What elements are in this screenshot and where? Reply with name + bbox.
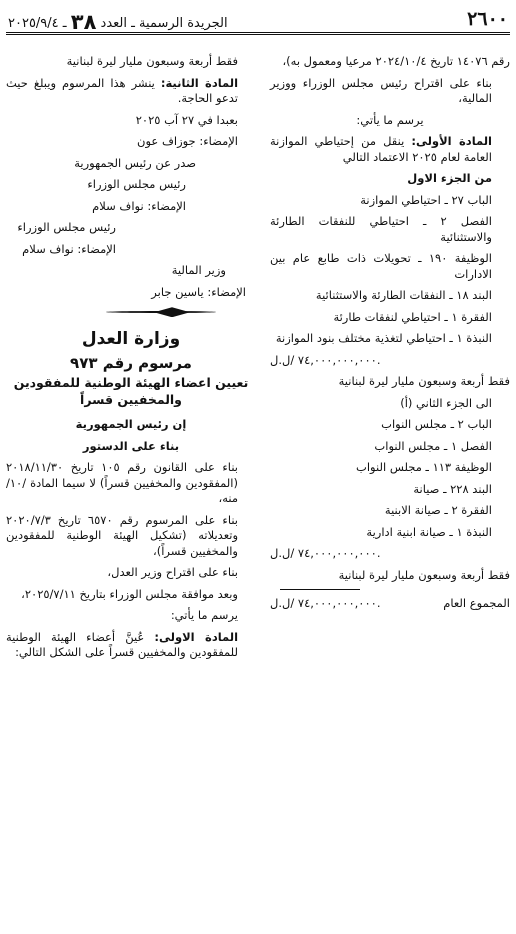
signature-line: رئيس مجلس الوزراء	[87, 177, 186, 192]
signature-line: وزير المالية	[171, 263, 226, 278]
left-column	[6, 54, 256, 667]
grand-total-row	[270, 596, 510, 612]
signature-line: الإمضاء: جوزاف عون	[137, 134, 238, 149]
place-date: بعبدا في ٢٧ آب ٢٠٢٥	[135, 112, 238, 127]
issue-number: ٣٨	[70, 10, 97, 34]
budget-line: الفصل ١ ـ مجلس النواب	[374, 438, 492, 453]
budget-line: الى الجزء الثاني (أ)	[400, 395, 492, 410]
budget-line: الفقرة ٢ ـ صيانة الابنية	[384, 503, 492, 518]
paragraph: رقم ١٤٠٧٦ تاريخ ٢٠٢٤/١٠/٤ مرعيا ومعمول به)،	[282, 54, 510, 68]
decree-formula: يرسم ما يأتي:	[356, 112, 424, 127]
article-two	[6, 76, 256, 107]
page-number: ٢٦٠٠	[467, 8, 508, 30]
budget-line: الوظيفة ١٩٠ ـ تحويلات ذات طابع عام بين الادارات	[270, 251, 492, 281]
budget-line: الباب ٢ ـ مجلس النواب	[381, 417, 492, 432]
amount-in-words: فقط أربعة وسبعون مليار ليرة لبنانية	[338, 567, 510, 582]
president-line: إن رئيس الجمهورية	[75, 417, 187, 432]
article-text: ينقل من إحتياطي الموازنة العامة لعام ٢٠٢٥ الاعتماد التالي	[270, 134, 492, 164]
budget-line: الباب ٢٧ ـ احتياطي الموازنة	[360, 192, 492, 207]
article-label: المادة الأولى:	[411, 134, 492, 149]
paragraph: بناء على اقتراح وزير العدل،	[107, 565, 238, 580]
signature-line: الإمضاء: ياسين جابر	[151, 284, 246, 299]
budget-line: الوظيفة ١١٣ ـ مجلس النواب	[356, 460, 492, 475]
article-text: ينشر هذا المرسوم ويبلغ حيث تدعو الحاجة.	[6, 75, 238, 106]
paragraph: وبعد موافقة مجلس الوزراء بتاريخ ٢٠٢٥/٧/١١،	[21, 586, 238, 601]
amount-in-words: فقط أربعة وسبعون مليار ليرة لبنانية	[338, 374, 510, 389]
paragraph: بناء على القانون رقم ١٠٥ تاريخ ٢٠١٨/١١/٣٠ (المفقودين والمخفيين قسراً) لا سيما المادة /١٠/ منه،	[6, 460, 238, 506]
paragraph: بناء على المرسوم رقم ٦٥٧٠ تاريخ ٢٠٢٠/٧/٣ وتعديلاته (تشكيل الهيئة الوطنية للمفقودين والمخفيين قسراً)،	[6, 512, 238, 558]
article-label: المادة الثانية:	[160, 75, 239, 90]
constitution-line: بناء على الدستور	[82, 438, 180, 453]
budget-line: الفصل ٢ ـ احتياطي للنفقات الطارئة والاستثنائية	[270, 214, 493, 244]
article-text: عُينَّ أعضاء الهيئة الوطنية للمفقودين والمخفيين قسراً على الشكل التالي:	[6, 629, 238, 660]
amount-in-words: فقط أربعة وسبعون مليار ليرة لبنانية	[66, 54, 238, 68]
separator-ornament	[154, 307, 190, 317]
article-label: المادة الاولى:	[154, 629, 239, 644]
signature-line: صدر عن رئيس الجمهورية	[74, 155, 196, 170]
decree-subject: تعيين اعضاء الهيئة الوطنية للمفقودين والمخفيين قسراً	[13, 375, 249, 408]
budget-line: البند ١٨ ـ النفقات الطارئة والاستثنائية	[315, 288, 492, 303]
budget-line: البند ٢٢٨ ـ صيانة	[413, 481, 492, 496]
section-heading: من الجزء الاول	[407, 171, 492, 186]
signature-line: الإمضاء: نواف سلام	[22, 241, 116, 256]
total-rule	[280, 589, 360, 590]
decree-formula: يرسم ما يأتي:	[170, 608, 238, 623]
paragraph: بناء على اقتراح رئيس مجلس الوزراء ووزير المالية،	[270, 75, 492, 106]
article-one	[6, 630, 256, 661]
grand-total-amount: ٧٤,٠٠٠,٠٠٠,٠٠٠ /ل.ل.	[270, 596, 381, 611]
decree-number: مرسوم رقم ٩٧٣	[70, 354, 192, 373]
article-one	[270, 134, 510, 165]
ministry-heading: وزارة العدل	[81, 329, 181, 350]
grand-total-label: المجموع العام	[443, 596, 510, 611]
amount: ٧٤,٠٠٠,٠٠٠,٠٠٠ /ل.ل.	[270, 546, 381, 561]
signature-line: رئيس مجلس الوزراء	[17, 220, 116, 235]
amount: ٧٤,٠٠٠,٠٠٠,٠٠٠ /ل.ل.	[270, 352, 381, 367]
issue-date: ـ ٢٠٢٥/٩/٤	[8, 16, 67, 31]
section-separator	[6, 306, 256, 318]
budget-line: الفقرة ١ ـ احتياطي لنفقات طارئة	[333, 309, 492, 324]
budget-line: النبذة ١ ـ صيانة ابنية ادارية	[366, 524, 492, 539]
budget-line: النبذة ١ ـ احتياطي لتغذية مختلف بنود الموازنة	[275, 331, 492, 346]
gazette-title	[8, 10, 228, 34]
signature-line: الإمضاء: نواف سلام	[92, 198, 186, 213]
header-rule	[6, 32, 510, 35]
page-header	[6, 6, 510, 32]
right-column	[270, 54, 510, 618]
title-prefix: الجريدة الرسمية ـ العدد	[100, 16, 228, 31]
